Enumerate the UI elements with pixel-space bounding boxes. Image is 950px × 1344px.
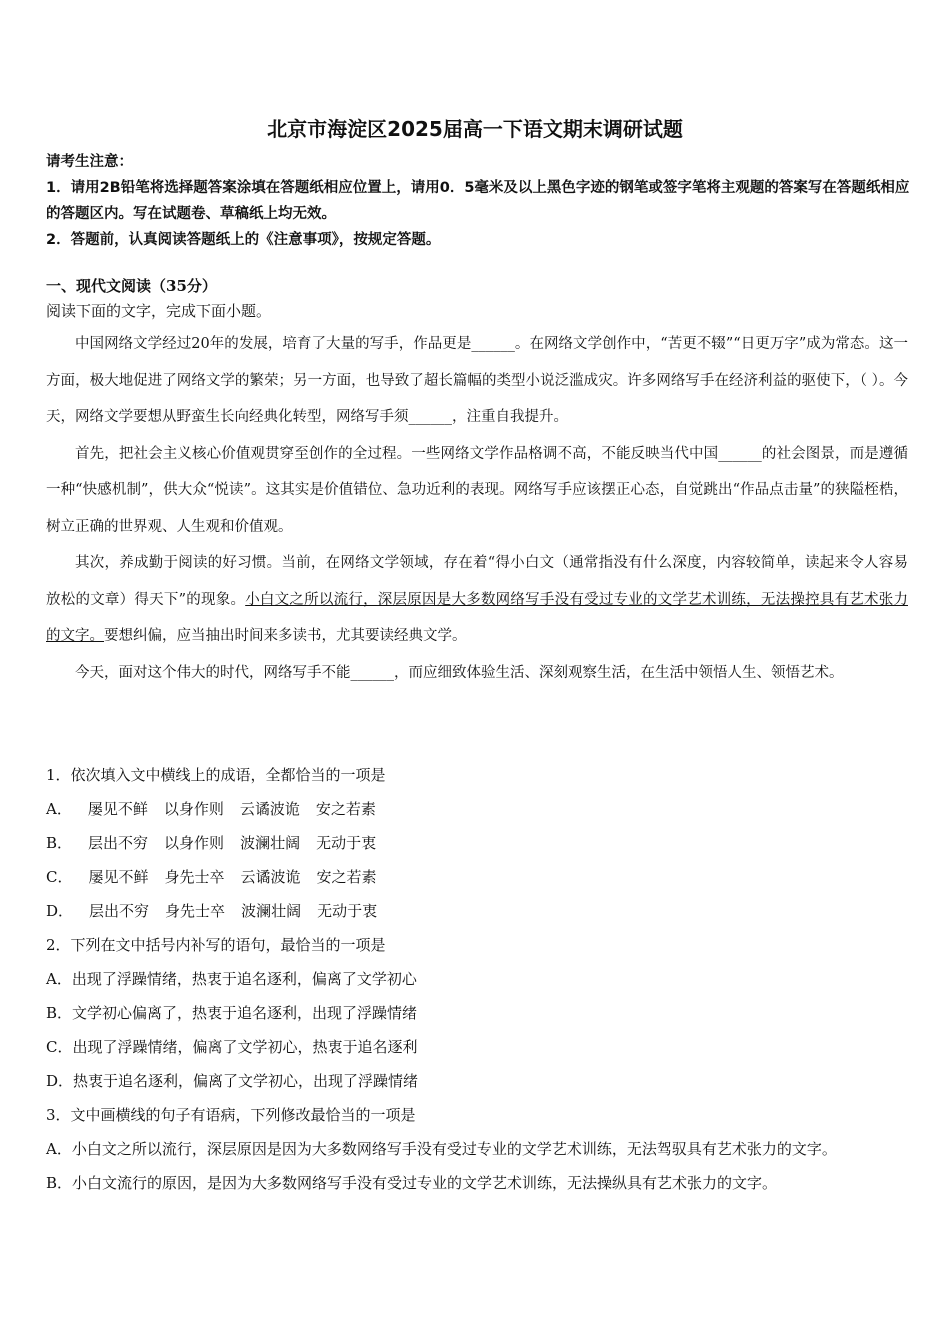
option-word: 安之若素 bbox=[315, 800, 376, 818]
option-word: 波澜壮阔 bbox=[241, 902, 302, 920]
question-1-option-c bbox=[46, 860, 908, 894]
question-2-option-b: B．文学初心偏离了，热衷于追名逐利，出现了浮躁情绪 bbox=[46, 1004, 418, 1022]
question-2-option-a: A．出现了浮躁情绪，热衷于追名逐利，偏离了文学初心 bbox=[46, 970, 417, 988]
question-1-option-d bbox=[46, 894, 908, 928]
option-word: 无动于衷 bbox=[317, 902, 378, 920]
option-word: 波澜壮阔 bbox=[240, 834, 301, 852]
option-word: 以身作则 bbox=[163, 800, 224, 818]
passage-p3-after: 要想纠偏，应当抽出时间来多读书，尤其要读经典文学。 bbox=[104, 628, 467, 644]
notice-heading: 请考生注意： bbox=[46, 154, 133, 170]
option-word: 安之若素 bbox=[316, 868, 377, 886]
question-list bbox=[46, 758, 908, 1200]
passage-paragraph-1: 中国网络文学经过20年的发展，培育了大量的写手，作品更是______。在网络文学创作中，“苦更不辍”“日更万字”成为常态。这一方面，极大地促进了网络文学的繁荣；另一方面，也导致了超长篇幅的类型小说泛滥成灾。许多网络写手在经济利益的驱使下，（ ）。今天，网络文学要想从野蛮生长向经典化转型，网络写手须______，注重自我提升。 bbox=[46, 336, 908, 425]
underlined-sentence: 小白文之所以流行，深层原因是大多数网络写手没有受过专业的文学艺术训练，无法操控具有艺术张力的文字。 bbox=[46, 591, 908, 644]
section-instruction: 阅读下面的文字，完成下面小题。 bbox=[46, 302, 272, 320]
option-word: 层出不穷 bbox=[88, 834, 149, 852]
question-2-option-c: C．出现了浮躁情绪，偏离了文学初心，热衷于追名逐利 bbox=[46, 1038, 418, 1056]
option-word: 云谲波诡 bbox=[240, 868, 301, 886]
reading-passage bbox=[46, 326, 908, 691]
option-label: D． bbox=[46, 902, 74, 920]
option-word: 层出不穷 bbox=[89, 902, 150, 920]
notice-block bbox=[46, 149, 916, 253]
question-1-stem: 1．依次填入文中横线上的成语，全都恰当的一项是 bbox=[46, 766, 386, 784]
option-word: 身先士卒 bbox=[165, 902, 226, 920]
option-label: A． bbox=[46, 800, 72, 818]
option-label: C． bbox=[46, 868, 73, 886]
question-3-option-a: A．小白文之所以流行，深层原因是因为大多数网络写手没有受过专业的文学艺术训练，无法驾驭具有艺术张力的文字。 bbox=[46, 1140, 837, 1158]
option-label: B． bbox=[46, 834, 73, 852]
question-3-stem: 3．文中画横线的句子有语病，下列修改最恰当的一项是 bbox=[46, 1106, 416, 1124]
passage-paragraph-3 bbox=[46, 545, 908, 655]
option-word: 身先士卒 bbox=[164, 868, 225, 886]
option-word: 云谲波诡 bbox=[239, 800, 300, 818]
passage-paragraph-2: 首先，把社会主义核心价值观贯穿至创作的全过程。一些网络文学作品格调不高，不能反映当代中国______的社会图景，而是遵循一种“快感机制”，供大众“悦读”。这其实是价值错位、急功近利的表现。网络写手应该摆正心态，自觉跳出“作品点击量”的狭隘桎梏，树立正确的世界观、人生观和价值观。 bbox=[46, 445, 908, 535]
option-word: 以身作则 bbox=[164, 834, 225, 852]
question-2-option-d: D．热衷于追名逐利，偏离了文学初心，出现了浮躁情绪 bbox=[46, 1072, 419, 1090]
question-3-option-b: B．小白文流行的原因，是因为大多数网络写手没有受过专业的文学艺术训练，无法操纵具有艺术张力的文字。 bbox=[46, 1174, 778, 1192]
notice-item-2: 2．答题前，认真阅读答题纸上的《注意事项》，按规定答题。 bbox=[46, 232, 441, 248]
question-1-option-a bbox=[46, 792, 908, 826]
option-word: 屡见不鲜 bbox=[87, 800, 148, 818]
notice-item-1: 1．请用2B铅笔将选择题答案涂填在答题纸相应位置上，请用0．5毫米及以上黑色字迹的钢笔或签字笔将主观题的答案写在答题纸相应的答题区内。写在试题卷、草稿纸上均无效。 bbox=[46, 180, 910, 222]
section-heading: 一、现代文阅读（35分） bbox=[46, 277, 217, 295]
question-1-option-b bbox=[46, 826, 908, 860]
question-2-stem: 2．下列在文中括号内补写的语句，最恰当的一项是 bbox=[46, 936, 386, 954]
passage-p3-before: 其次，养成勤于阅读的好习惯。当前，在网络文学领域，存在着“得小白文（通常指没有什么深度，内容较简单，读起来令人容易放松的文章）得天下”的现象。 bbox=[46, 555, 908, 608]
page-title: 北京市海淀区2025届高一下语文期末调研试题 bbox=[267, 117, 683, 141]
option-word: 屡见不鲜 bbox=[88, 868, 149, 886]
passage-paragraph-4: 今天，面对这个伟大的时代，网络写手不能______，而应细致体验生活、深刻观察生活，在生活中领悟人生、领悟艺术。 bbox=[75, 664, 844, 681]
option-word: 无动于衷 bbox=[316, 834, 377, 852]
